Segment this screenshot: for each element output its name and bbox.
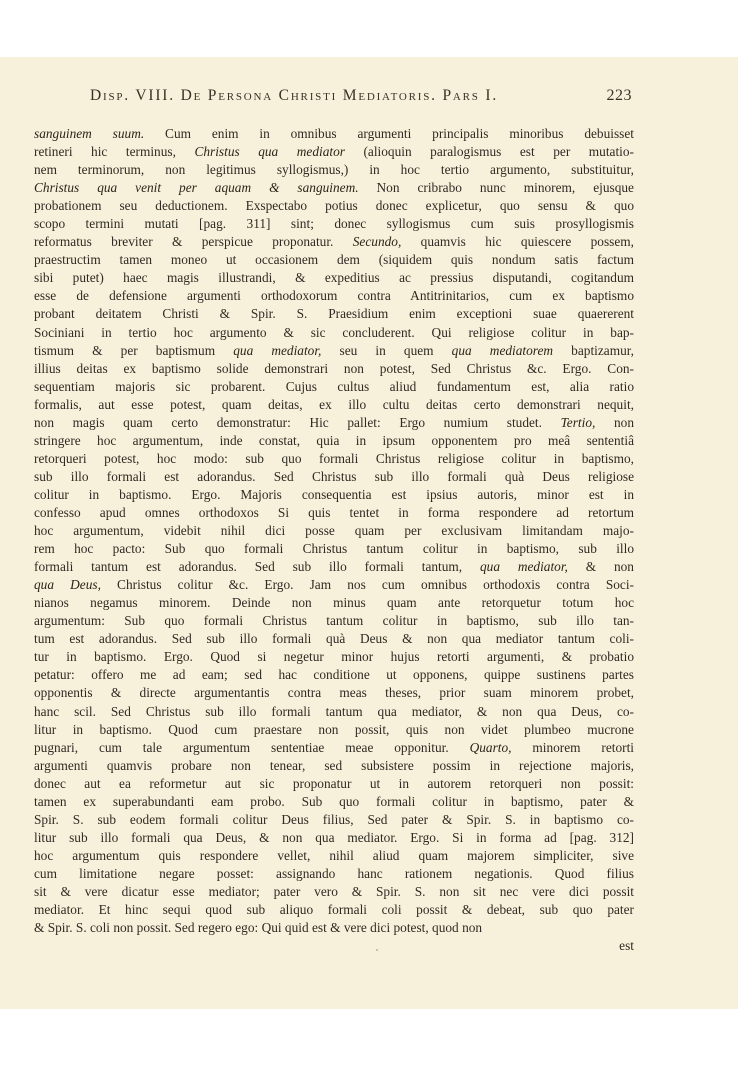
- text-line: [34, 793, 634, 811]
- text-segment: tur in baptismo. Ergo. Quod si negetur minor hujus retorti argumenti, & probatio: [34, 649, 634, 665]
- text-line: [34, 540, 634, 558]
- text-line: [34, 125, 634, 143]
- text-line: [34, 594, 634, 612]
- text-segment: tum est adorandus. Sed sub illo formali quà Deus & non qua mediator tantum coli-: [34, 631, 634, 647]
- text-line: [34, 612, 634, 630]
- italic-phrase: Christus qua mediator: [194, 144, 345, 160]
- text-line: [34, 775, 634, 793]
- text-segment: retorqueri potest, hoc modo: sub quo formali Christus religiose colitur in baptismo,: [34, 450, 634, 466]
- text-line: [34, 179, 634, 197]
- text-line: [34, 739, 634, 757]
- text-segment: non magis quam certo demonstratur: Hic pallet: Ergo numium studet.: [34, 414, 561, 430]
- text-segment: scopo termini mutati [pag. 311] sint; donec syllogismus cum suis prosyllogismis: [34, 216, 634, 232]
- paper-speck: [376, 949, 378, 951]
- italic-phrase: qua mediator,: [233, 342, 322, 358]
- text-segment: hoc argumentum quis respondere vellet, nihil aliud quam majorem simpliciter, sive: [34, 847, 634, 863]
- text-line: [34, 703, 634, 721]
- text-segment: baptizamur,: [553, 342, 634, 358]
- text-segment: Sociniani in tertio hoc argumento & sic concluderent. Qui religiose colitur in bap-: [34, 324, 634, 340]
- text-line: [34, 468, 634, 486]
- text-line: [34, 233, 634, 251]
- text-segment: argumenti quamvis probare non tenear, sed subsistere possim in rejectione majoris,: [34, 757, 634, 773]
- text-segment: opponentis & directe argumentantis contra meas theses, prior suam minorem probet,: [34, 685, 634, 701]
- text-segment: retineri hic terminus,: [34, 144, 195, 160]
- catchword: est: [619, 938, 634, 954]
- text-segment: probant deitatem Christi & Spir. S. Praesidium enim exceptioni suae quaererent: [34, 306, 634, 322]
- text-line: [34, 215, 634, 233]
- text-segment: praestructim tamen moneo ut occasionem dem (siquidem quis nondum satis factum: [34, 252, 634, 268]
- text-segment: Christus colitur &c. Ergo. Jam nos cum omnibus orthodoxis contra Soci-: [100, 577, 634, 593]
- text-line: [34, 630, 634, 648]
- italic-phrase: qua Deus,: [34, 577, 101, 593]
- page-number: 223: [606, 87, 632, 104]
- text-line: [34, 161, 634, 179]
- text-line: [34, 414, 634, 432]
- italic-phrase: qua mediator,: [479, 559, 568, 575]
- text-segment: Spir. S. sub eodem formali colitur Deus filius, Sed pater & Spir. S. in baptismo co-: [34, 811, 634, 827]
- text-line: [34, 305, 634, 323]
- text-line: [34, 865, 634, 883]
- running-header: [90, 87, 632, 105]
- text-line: [34, 666, 634, 684]
- text-segment: mediator. Et hinc sequi quod sub aliquo formali coli possit & debeat, sub quo pater: [34, 902, 634, 918]
- text-segment: quamvis hic quiescere possem,: [401, 234, 635, 250]
- text-segment: (alioquin paralogismus est per mutatio-: [344, 144, 634, 160]
- text-segment: pugnari, cum tale argumentum sententiae meae opponitur.: [34, 739, 470, 755]
- text-line: [34, 576, 634, 594]
- text-segment: nem terminorum, non legitimus syllogismus,) in hoc tertio argumento, substituitur,: [34, 162, 634, 178]
- text-line: [34, 143, 634, 161]
- body-text: [34, 125, 634, 955]
- text-line: [34, 883, 634, 901]
- text-segment: hanc scil. Sed Christus sub illo formali tantum qua mediator, & non qua Deus, co-: [34, 703, 634, 719]
- text-line: [34, 522, 634, 540]
- text-segment: tismum & per baptismum: [34, 342, 234, 358]
- italic-phrase: Quarto,: [469, 739, 512, 755]
- text-segment: Cum enim in omnibus argumenti principalis minoribus debuisset: [144, 126, 634, 141]
- text-line: [34, 251, 634, 269]
- text-segment: sibi putet) haec magis illustrandi, & expeditius ac pressius disputandi, cogitandum: [34, 270, 634, 286]
- italic-phrase: Christus qua venit per aquam & sanguinem.: [34, 180, 359, 196]
- text-line: [34, 269, 634, 287]
- text-line: [34, 450, 634, 468]
- italic-phrase: sanguinem suum.: [34, 126, 145, 141]
- text-segment: non: [595, 414, 634, 430]
- text-line: [34, 721, 634, 739]
- text-segment: esse de defensione argumenti orthodoxorum contra Antitrinitarios, cum ex baptismo: [34, 288, 634, 304]
- text-segment: Non cribrabo nunc minorem, ejusque: [358, 180, 634, 196]
- text-segment: stringere hoc argumentum, inde constat, quia in ipsum opponentem pro meâ sententiâ: [34, 432, 634, 448]
- text-line: [34, 432, 634, 450]
- text-line: [34, 811, 634, 829]
- text-segment: rem hoc pacto: Sub quo formali Christus tantum colitur in baptismo, sub illo: [34, 541, 634, 557]
- book-page: [0, 57, 738, 1009]
- text-line: [34, 829, 634, 847]
- italic-phrase: qua mediatorem: [451, 342, 554, 358]
- text-line: [34, 648, 634, 666]
- text-segment: colitur in baptismo. Ergo. Majoris consequentia est ipsius autoris, minor est in: [34, 486, 634, 502]
- text-line: [34, 342, 634, 360]
- text-segment: & non: [567, 559, 634, 575]
- text-segment: confesso apud omnes orthodoxos Si quis tentet in forma respondere ad retortum: [34, 504, 634, 520]
- text-segment: minorem retorti: [511, 739, 634, 755]
- text-segment: litur sub illo formali qua Deus, & non qua mediator. Ergo. Si in forma ad [pag. 312]: [34, 829, 634, 845]
- text-segment: nianos negamus minorem. Deinde non minus quam ante retorquetur totum hoc: [34, 595, 634, 611]
- text-segment: reformatus breviter & perspicue proponatur.: [34, 234, 353, 250]
- text-segment: sequentiam majoris sic probarent. Cujus cultus aliud fundamentum est, alia ratio: [34, 378, 634, 394]
- text-segment: & Spir. S. coli non possit. Sed regero ego: Qui quid est & vere dici potest, quod non: [34, 920, 483, 936]
- text-segment: sub illo formali est adorandus. Sed Christus sub illo formali quà Deus religiose: [34, 468, 634, 484]
- text-segment: donec aut ea reformetur aut sic proponatur ut in autorem retorqueri non possit:: [34, 775, 634, 791]
- text-line: [34, 901, 634, 919]
- text-segment: illius deitas ex baptismo solide demonstrari non potest, Sed Christus &c. Ergo. Con-: [34, 360, 634, 376]
- text-segment: formalis, aut esse potest, quam deitas, ex illo cultu deitas certo demonstrari nequit,: [34, 396, 634, 412]
- text-segment: litur in baptismo. Quod cum praestare non possit, quis non videt plumbeo mucrone: [34, 721, 634, 737]
- text-line: [34, 504, 634, 522]
- text-line: [34, 847, 634, 865]
- text-segment: seu in quem: [321, 342, 452, 358]
- text-line: [34, 757, 634, 775]
- text-line: [34, 396, 634, 414]
- text-segment: argumentum: Sub quo formali Christus tantum colitur in baptismo, sub illo tan-: [34, 613, 634, 629]
- text-segment: formali tantum est adorandus. Sed sub illo formali tantum,: [34, 559, 480, 575]
- text-line: [34, 558, 634, 576]
- text-line: [34, 378, 634, 396]
- italic-phrase: Tertio,: [560, 414, 596, 430]
- running-title: Disp. VIII. De Persona Christi Mediatoris. Pars I.: [90, 87, 499, 104]
- text-line: [34, 486, 634, 504]
- text-line: [34, 197, 634, 215]
- text-segment: petatur: offero me ad eam; sed hac conditione ut opponens, quippe sustinens partes: [34, 667, 634, 683]
- italic-phrase: Secundo,: [352, 234, 402, 250]
- text-line: [34, 287, 634, 305]
- text-segment: hoc argumentum, videbit nihil dici posse quam per exclusivam limitandam majo-: [34, 523, 634, 539]
- text-line: [34, 324, 634, 342]
- text-segment: sit & vere dicatur esse mediator; pater vero & Spir. S. non sit nec vere dici possit: [34, 883, 634, 899]
- text-segment: cum limitatione negare posset: assignando hanc rationem negationis. Quod filius: [34, 865, 634, 881]
- text-line: [34, 919, 634, 937]
- text-segment: probationem seu deductionem. Exspectabo potius donec explicetur, quo sensu & quo: [34, 198, 634, 214]
- text-line: [34, 360, 634, 378]
- text-line: [34, 684, 634, 702]
- text-segment: tamen ex superabundanti eam probo. Sub quo formali colitur in baptismo, pater &: [34, 793, 634, 809]
